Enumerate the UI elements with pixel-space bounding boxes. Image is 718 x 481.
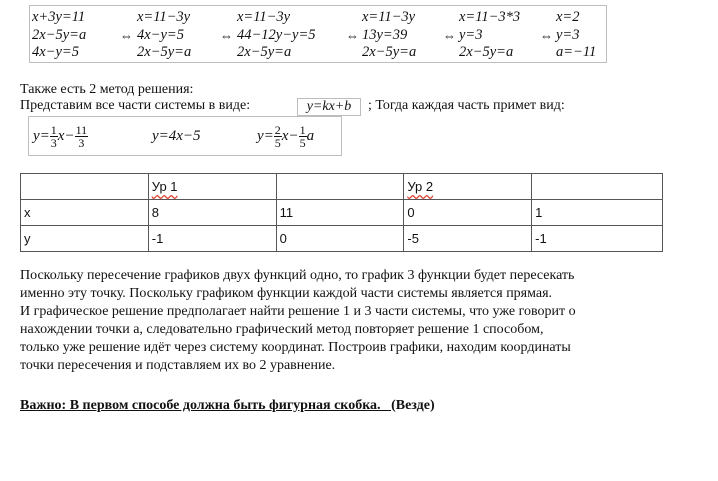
equation: 4x−y=5 — [137, 26, 184, 43]
formula-1: y= $\frac{1}{3}$ x− $\frac{11}{3}$ — [33, 123, 88, 151]
equivalence-arrow: ⇔ — [220, 28, 233, 43]
equation: 4x−y=5 — [32, 44, 79, 60]
equivalence-arrow: ⇔ — [346, 28, 359, 43]
table-cell — [21, 174, 149, 200]
paragraph-line: только уже решение идёт через систему координат. Построив графики, находим координаты — [20, 340, 571, 355]
paragraph-line: Поскольку пересечение графиков двух функций одно, то график 3 функции будет пересекать — [20, 268, 575, 283]
important-note — [20, 398, 435, 414]
fraction: $\frac{2}{5}$ — [274, 123, 281, 151]
equation: y=3 — [459, 26, 483, 43]
table-cell: 11 — [276, 200, 404, 226]
table-cell: 0 — [276, 226, 404, 252]
equation: 2x−5y=a — [137, 44, 192, 60]
formula-3: y= $\frac{2}{5}$ x− $\frac{1}{5}$ a — [257, 123, 315, 151]
table-row — [21, 226, 663, 252]
table-cell: Ур 2 — [404, 174, 532, 200]
paragraph-line: нахождении точки а, следовательно графический метод повторяет решение 1 способом, — [20, 322, 544, 337]
table-cell: -5 — [404, 226, 532, 252]
equation: x=11−3y — [362, 9, 416, 25]
equivalence-arrow: ⇔ — [540, 28, 553, 43]
system-2 — [137, 9, 191, 62]
equation: 2x−5y=a — [32, 26, 87, 43]
equation: x+3y=11 — [32, 9, 86, 25]
equivalence-arrow: ⇔ — [443, 28, 456, 43]
method2-then: ; Тогда каждая часть примет вид: — [368, 98, 565, 113]
equation: x=11−3y — [237, 9, 291, 25]
method2-intro: Также есть 2 метод решения: — [20, 82, 194, 97]
formula-2: y=4x−5 — [152, 128, 201, 144]
fraction: $\frac{1}{3}$ — [50, 123, 57, 151]
equation: x=11−3*3 — [459, 9, 521, 25]
method1-equations-box — [29, 5, 607, 63]
paragraph-line: именно эту точку. Поскольку графиком функции каждой части системы является прямая. — [20, 286, 553, 301]
equation: a=−11 — [556, 44, 597, 60]
table-cell — [532, 174, 663, 200]
equation: 44−12y−y=5 — [237, 26, 316, 43]
equation: y=3 — [556, 26, 580, 43]
equation: 2x−5y=a — [459, 44, 514, 60]
equation: x=11−3y — [137, 9, 191, 25]
fraction: $\frac{1}{5}$ — [299, 123, 306, 151]
system-6 — [556, 9, 596, 62]
table-cell — [276, 174, 404, 200]
table-cell: y — [21, 226, 149, 252]
form-box: y=kx+b — [297, 98, 361, 116]
table-cell: Ур 1 — [148, 174, 276, 200]
explanation-paragraph — [20, 267, 576, 375]
table-cell: 1 — [532, 200, 663, 226]
equation: 2x−5y=a — [362, 44, 417, 60]
equation: 13y=39 — [362, 26, 408, 43]
table-cell: 8 — [148, 200, 276, 226]
equation: 2x−5y=a — [237, 44, 292, 60]
system-4 — [362, 9, 416, 62]
important-underlined: Важно: В первом способе должна быть фигурная скобка. — [20, 398, 392, 413]
method2-formulas-box — [28, 116, 342, 156]
system-1 — [32, 9, 86, 62]
paragraph-line: И графическое решение предполагает найти решение 1 и 3 части системы, что уже говорит о — [20, 304, 576, 319]
table-cell: x — [21, 200, 149, 226]
equivalence-arrow: ⇔ — [120, 28, 133, 43]
equation: x=2 — [556, 9, 580, 25]
table-header-row — [21, 174, 663, 200]
table-cell: 0 — [404, 200, 532, 226]
system-3 — [237, 9, 315, 62]
important-rest: (Везде) — [391, 398, 435, 413]
table-row — [21, 200, 663, 226]
method2-represent: Представим все части системы в виде: — [20, 98, 251, 113]
system-5 — [459, 9, 520, 62]
paragraph-line: точки пересечения и подставляем их во 2 уравнение. — [20, 358, 336, 373]
values-table — [20, 173, 663, 252]
table-cell: -1 — [532, 226, 663, 252]
table-cell: -1 — [148, 226, 276, 252]
fraction: $\frac{11}{3}$ — [75, 123, 88, 151]
